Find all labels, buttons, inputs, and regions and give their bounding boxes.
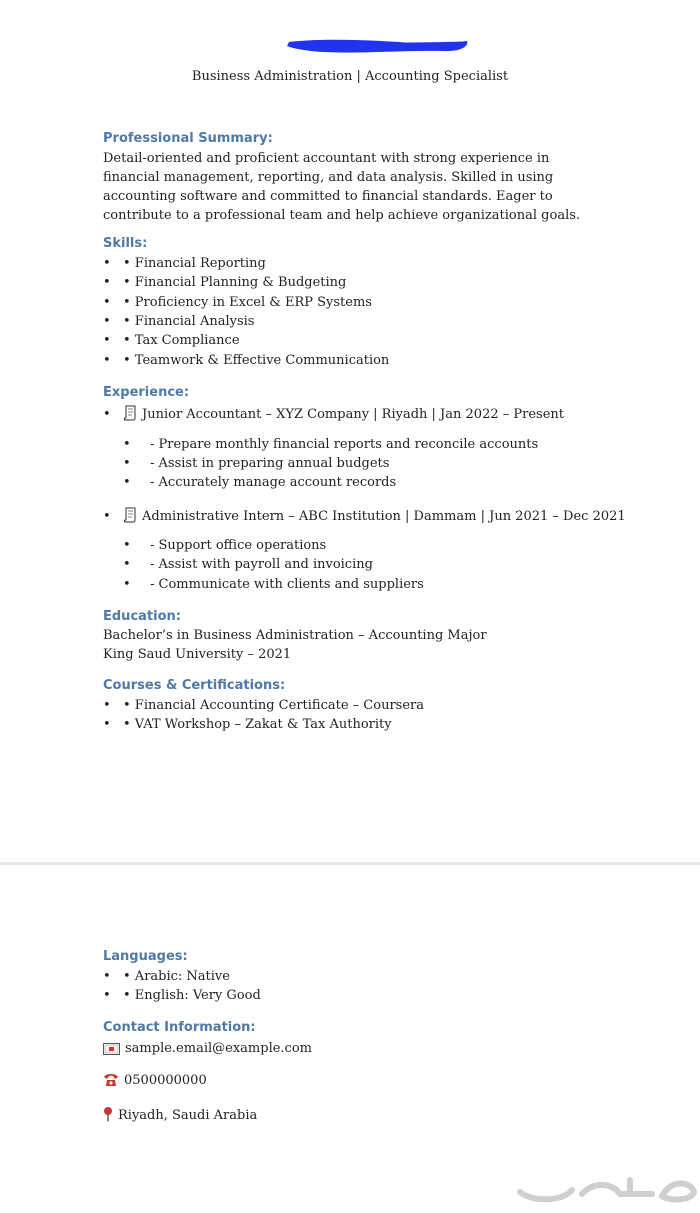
skill-item: • • Teamwork & Effective Communication <box>103 353 390 368</box>
languages-heading: Languages: <box>103 949 188 964</box>
redaction-scribble <box>283 34 471 58</box>
scroll-icon <box>123 405 137 421</box>
phone-icon <box>103 1073 119 1087</box>
job-duty: • - Communicate with clients and suppliers <box>123 577 424 592</box>
language-item: • • English: Very Good <box>103 988 261 1003</box>
contact-heading: Contact Information: <box>103 1020 256 1035</box>
education-heading: Education: <box>103 609 181 624</box>
job-duty: • - Accurately manage account records <box>123 475 397 490</box>
job-duty: • - Assist in preparing annual budgets <box>123 456 390 471</box>
education-school: King Saud University – 2021 <box>103 647 292 662</box>
education-degree: Bachelor’s in Business Administration – Accounting Major <box>103 628 487 643</box>
email-icon <box>103 1043 120 1055</box>
skill-item: • • Proficiency in Excel & ERP Systems <box>103 295 372 310</box>
job-duty: • - Assist with payroll and invoicing <box>123 557 373 572</box>
pin-icon <box>103 1106 113 1122</box>
resume-page-2 <box>0 865 700 1213</box>
courses-heading: Courses & Certifications: <box>103 678 286 693</box>
contact-email: sample.email@example.com <box>103 1041 312 1056</box>
scroll-icon <box>123 507 137 523</box>
job-title: • Administrative Intern – ABC Institution | Dammam | Jun 2021 – Dec 2021 <box>103 509 626 524</box>
skills-heading: Skills: <box>103 236 148 251</box>
experience-heading: Experience: <box>103 385 190 400</box>
job-duty: • - Support office operations <box>123 538 327 553</box>
contact-phone: 0500000000 <box>103 1073 207 1088</box>
summary-text: Detail-oriented and proficient accountant with strong experience in financial management, reporting, and data analysis. Skilled in using accounting software and committed to financial standards. Eager to contribute to a professional team and help achieve organizational goals. <box>103 151 581 223</box>
skill-item: • • Financial Planning & Budgeting <box>103 275 347 290</box>
watermark-logo <box>512 1172 700 1208</box>
course-item: • • VAT Workshop – Zakat & Tax Authority <box>103 717 392 732</box>
course-item: • • Financial Accounting Certificate – Coursera <box>103 698 424 713</box>
summary-heading: Professional Summary: <box>103 131 273 146</box>
job-title: • Junior Accountant – XYZ Company | Riyadh | Jan 2022 – Present <box>103 407 564 422</box>
language-item: • • Arabic: Native <box>103 969 230 984</box>
resume-subtitle: Business Administration | Accounting Specialist <box>191 69 509 84</box>
skill-item: • • Financial Reporting <box>103 256 266 271</box>
skill-item: • • Tax Compliance <box>103 333 240 348</box>
job-duty: • - Prepare monthly financial reports and reconcile accounts <box>123 437 539 452</box>
skill-item: • • Financial Analysis <box>103 314 255 329</box>
contact-location: Riyadh, Saudi Arabia <box>103 1106 257 1123</box>
